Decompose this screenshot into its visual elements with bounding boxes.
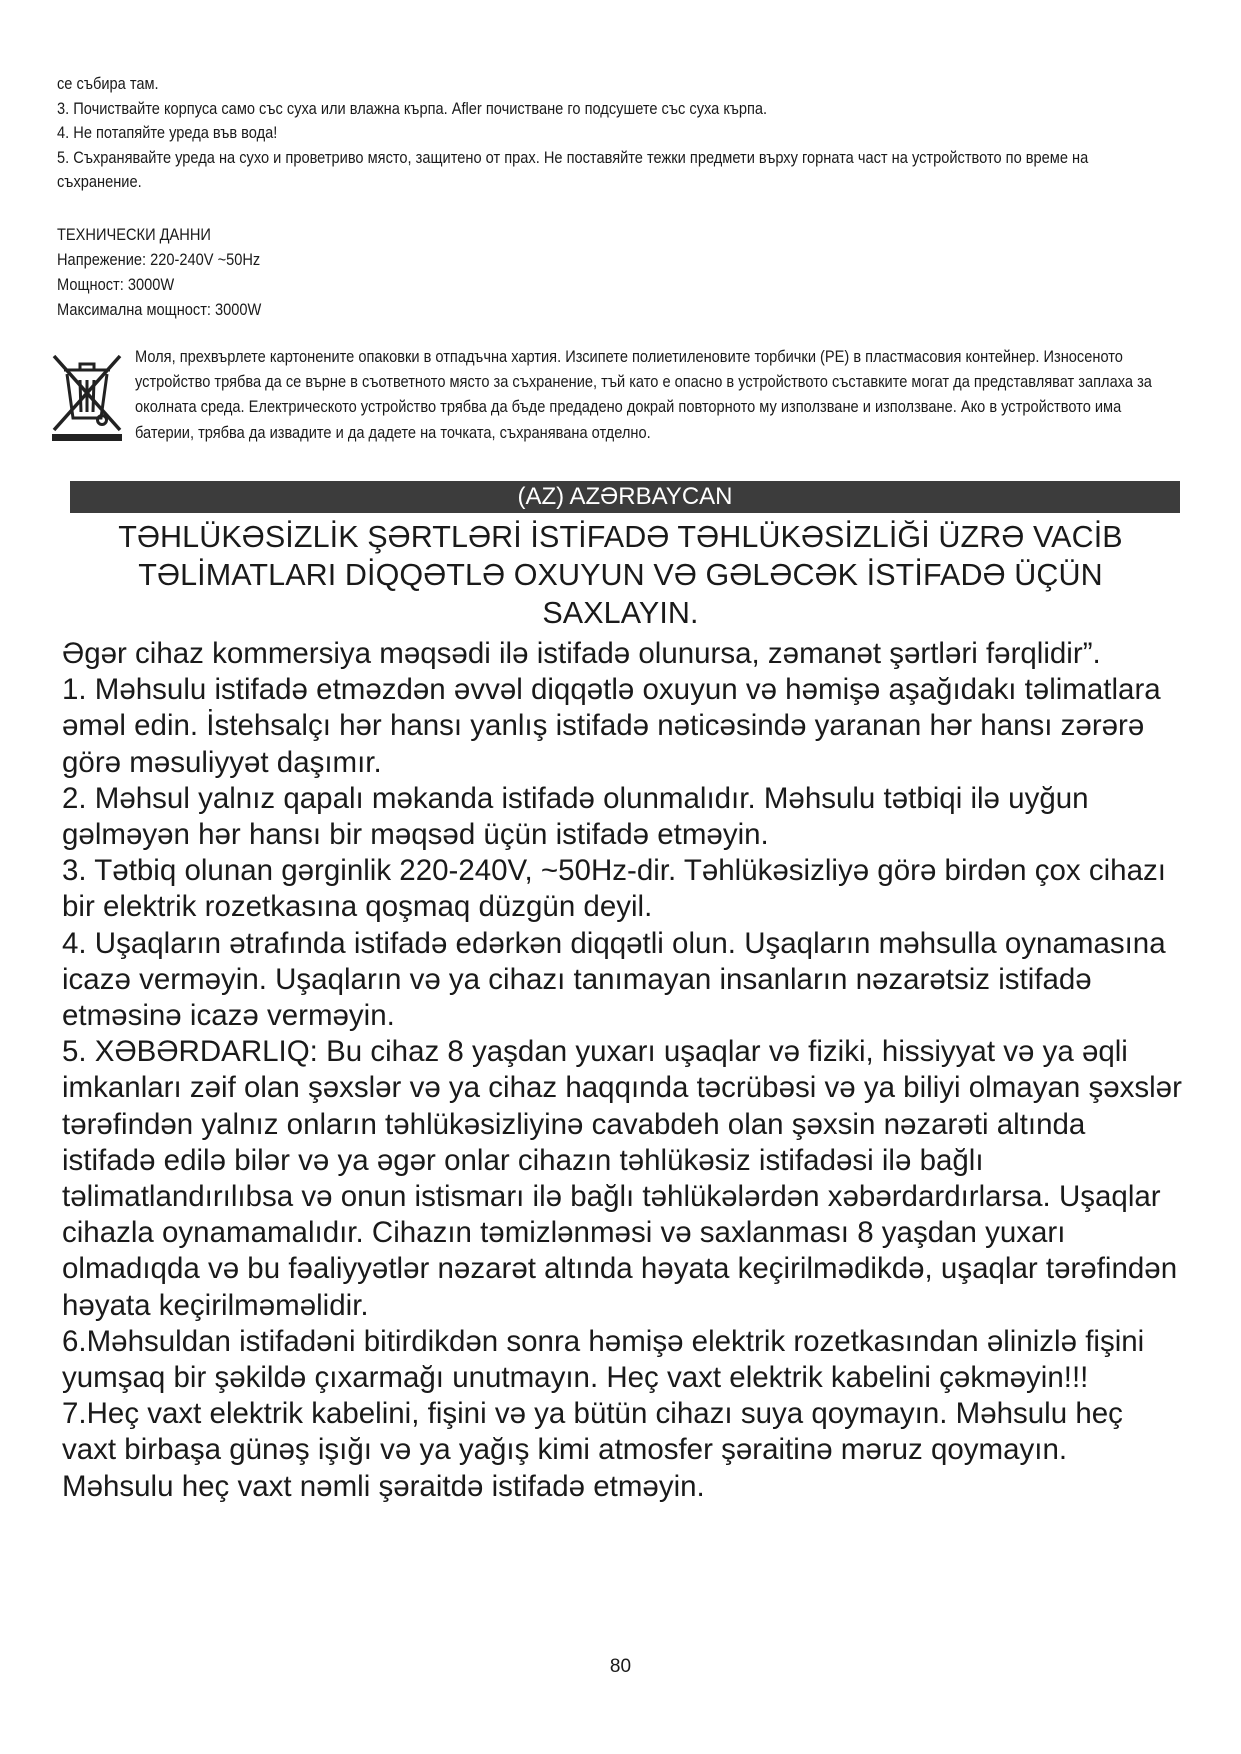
safety-item-7: 7.Heç vaxt elektrik kabelini, fişini və ya bütün cihazı suya qoymayın. Məhsulu heç vaxt birbaşa günəş işığı və ya yağış kimi atmosfer şəraitinə məruz qoymayın. Məhsulu heç vaxt nəmli şəraitdə istifadə etməyin. [62, 1397, 1123, 1503]
safety-title: TƏHLÜKƏSİZLİK ŞƏRTLƏRİ İSTİFADƏ TƏHLÜKƏSİZLİĞİ ÜZRƏ VACİB TƏLİMATLARI DİQQƏTLƏ OXUYUN VƏ GƏLƏCƏK İSTİFADƏ ÜÇÜN SAXLAYIN. [118, 520, 1123, 630]
bg-continuation-line: се събира там. [57, 74, 159, 93]
technical-data-section [57, 222, 295, 322]
language-section-bar: (AZ) AZƏRBAYCAN [70, 481, 1180, 513]
bg-care-item-4: 4. Не потапяйте уреда във вода! [57, 123, 278, 142]
technical-data-heading: ТЕХНИЧЕСКИ ДАННИ [57, 225, 211, 244]
disposal-notice-text: Моля, прехвърлете картонените опаковки в отпадъчна хартия. Изсипете полиетиленовите торбички (PE) в пластмасовия контейнер. Износеното устройство трябва да се върне в съответното място за съхранение, тъй като е опасно в устройството съставките могат да представляват заплаха за околната среда. Електрическото устройство трябва да бъде предадено докрай повторното му използване и използване. Ако в устройството има батерии, трябва да извадите и да дадете на точката, съхранявана отделно. [135, 347, 1152, 442]
safety-item-1: 1. Məhsulu istifadə etməzdən əvvəl diqqətlə oxuyun və həmişə aşağıdakı təlimatlara əməl edin. İstehsalçı hər hansı yanlış istifadə nəticəsində yaranan hər hansı zərərə görə məsuliyyət daşımır. [62, 673, 1161, 779]
page-number: 80 [609, 1656, 632, 1677]
bg-care-item-3: 3. Почиствайте корпуса само със суха или влажна кърпа. Afler почистване го подсушете със суха кърпа. [57, 98, 768, 118]
bg-care-item-5: 5. Съхранявайте уреда на сухо и проветриво място, защитено от прах. Не поставяйте тежки предмети върху горната част на устройството по време на съхранение. [57, 147, 1089, 191]
safety-item-2: 2. Məhsul yalnız qapalı məkanda istifadə olunmalıdır. Məhsulu tətbiqi ilə uyğun gəlməyən hər hansı bir məqsəd üçün istifadə etməyin. [62, 781, 1089, 852]
safety-instructions [62, 636, 1182, 1505]
safety-item-3: 3. Tətbiq olunan gərginlik 220-240V, ~50Hz-dir. Təhlükəsizliyə görə birdən çox cihazı bir elektrik rozetkasına qoşmaq düzgün deyil. [62, 854, 1166, 924]
warranty-intro: Əgər cihaz kommersiya məqsədi ilə istifadə olunursa, zəmanət şərtləri fərqlidir”. [62, 637, 1101, 670]
max-power-spec: Максимална мощност: 3000W [57, 300, 262, 319]
bulgarian-care-section [57, 72, 1177, 195]
voltage-spec: Напрежение: 220-240V ~50Hz [57, 250, 261, 269]
safety-item-4: 4. Uşaqların ətrafında istifadə edərkən diqqətli olun. Uşaqların məhsulla oynamasına icazə verməyin. Uşaqların və ya cihazı tanımayan insanların nəzarətsiz istifadə etməsinə icazə verməyin. [62, 926, 1166, 1033]
safety-item-6: 6.Məhsuldan istifadəni bitirdikdən sonra həmişə elektrik rozetkasından əlinizlə fişini yumşaq bir şəkildə çıxarmağı unutmayın. Heç vaxt elektrik kabelini çəkməyin!!! [62, 1324, 1145, 1395]
disposal-notice [135, 344, 1180, 445]
safety-item-5: 5. XƏBƏRDARLIQ: Bu cihaz 8 yaşdan yuxarı uşaqlar və fiziki, hissiyyat və ya əqli imkanları zəif olan şəxslər və ya cihaz haqqında təcrübəsi və ya biliyi olmayan şəxslər tərəfindən yalnız onların təhlükəsizliyinə cavabdeh olan şəxsin nəzarəti altında istifadə edilə bilər və ya əgər onlar cihazın təhlükəsiz istifadəsi ilə bağlı təlimatlandırılıbsa və onun istismarı ilə bağlı təhlükələrdən xəbərdardırlarsa. Uşaqlar cihazla oynamamalıdır. Cihazın təmizlənməsi və saxlanması 8 yaşdan yuxarı olmadıqda və bu fəaliyyətlər nəzarət altında həyata keçirilmədikdə, uşaqlar tərəfindən həyata keçirilməməlidir. [62, 1035, 1182, 1322]
crossed-out-wheelie-bin-icon [50, 350, 124, 442]
power-spec: Мощност: 3000W [57, 275, 175, 294]
